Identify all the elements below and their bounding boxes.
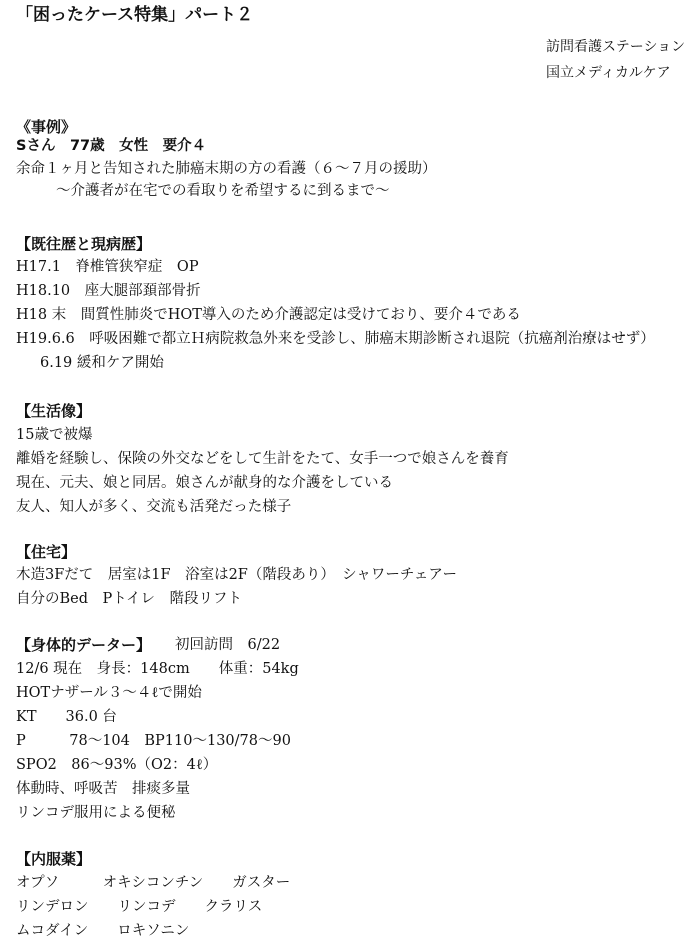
life-item: 現在、元夫、娘と同居。娘さんが献身的な介護をしている	[16, 475, 393, 491]
physical-heading: 【身体的データー】	[16, 636, 152, 654]
org-line-1: 訪問看護ステーション	[546, 39, 686, 55]
org-line-2: 国立メディカルケア	[546, 65, 671, 81]
physical-item: 12/6 現在 身長：148cm 体重：54kg	[16, 661, 299, 677]
physical-item: HOTナザール３～４ℓで開始	[16, 685, 202, 701]
first-visit: 初回訪問 6/22	[175, 637, 281, 653]
life-item: 離婚を経験し、保険の外交などをして生計をたて、女手一つで娘さんを養育	[16, 451, 509, 467]
physical-item: KT 36.0 台	[16, 709, 117, 725]
document-title: 「困ったケース特集」パート２	[16, 5, 254, 25]
housing-item: 自分のBed Pトイレ 階段リフト	[16, 591, 243, 607]
physical-item: SPO2 86～93%（O2：4ℓ）	[16, 757, 218, 773]
history-item: 6.19 緩和ケア開始	[40, 355, 164, 371]
case-patient: Sさん 77歳 女性 要介４	[16, 138, 207, 154]
medication-row: リンデロン リンコデ クラリス	[16, 899, 263, 915]
medications-heading: 【内服薬】	[16, 850, 92, 868]
medication-row: ムコダイン ロキソニン	[16, 923, 190, 939]
case-subtitle: ～介護者が在宅での看取りを希望するに到るまで～	[56, 183, 390, 199]
life-item: 15歳で被爆	[16, 427, 93, 443]
life-heading: 【生活像】	[16, 402, 92, 420]
housing-heading: 【住宅】	[16, 543, 77, 561]
housing-item: 木造3Fだて 居室は1F 浴室は2F（階段あり） シャワーチェアー	[16, 567, 457, 583]
life-item: 友人、知人が多く、交流も活発だった様子	[16, 499, 292, 515]
history-item: H18 末 間質性肺炎でHOT導入のため介護認定は受けており、要介４である	[16, 307, 521, 323]
case-heading: 《事例》	[16, 118, 77, 136]
case-summary: 余命１ヶ月と告知された肺癌末期の方の看護（６～７月の援助）	[16, 161, 437, 177]
history-heading: 【既往歴と現病歴】	[16, 235, 152, 253]
history-item: H17.1 脊椎管狭窄症 OP	[16, 259, 199, 275]
medication-row: オプソ オキシコンチン ガスター	[16, 875, 291, 891]
physical-item: P 78～104 BP110～130/78～90	[16, 733, 291, 749]
history-item: H19.6.6 呼吸困難で都立Ｈ病院救急外来を受診し、肺癌末期診断され退院（抗癌剤治療はせず）	[16, 331, 655, 347]
history-item: H18.10 座大腿部頚部骨折	[16, 283, 201, 299]
physical-item: リンコデ服用による便秘	[16, 805, 176, 821]
physical-item: 体動時、呼吸苦 排痰多量	[16, 781, 190, 797]
